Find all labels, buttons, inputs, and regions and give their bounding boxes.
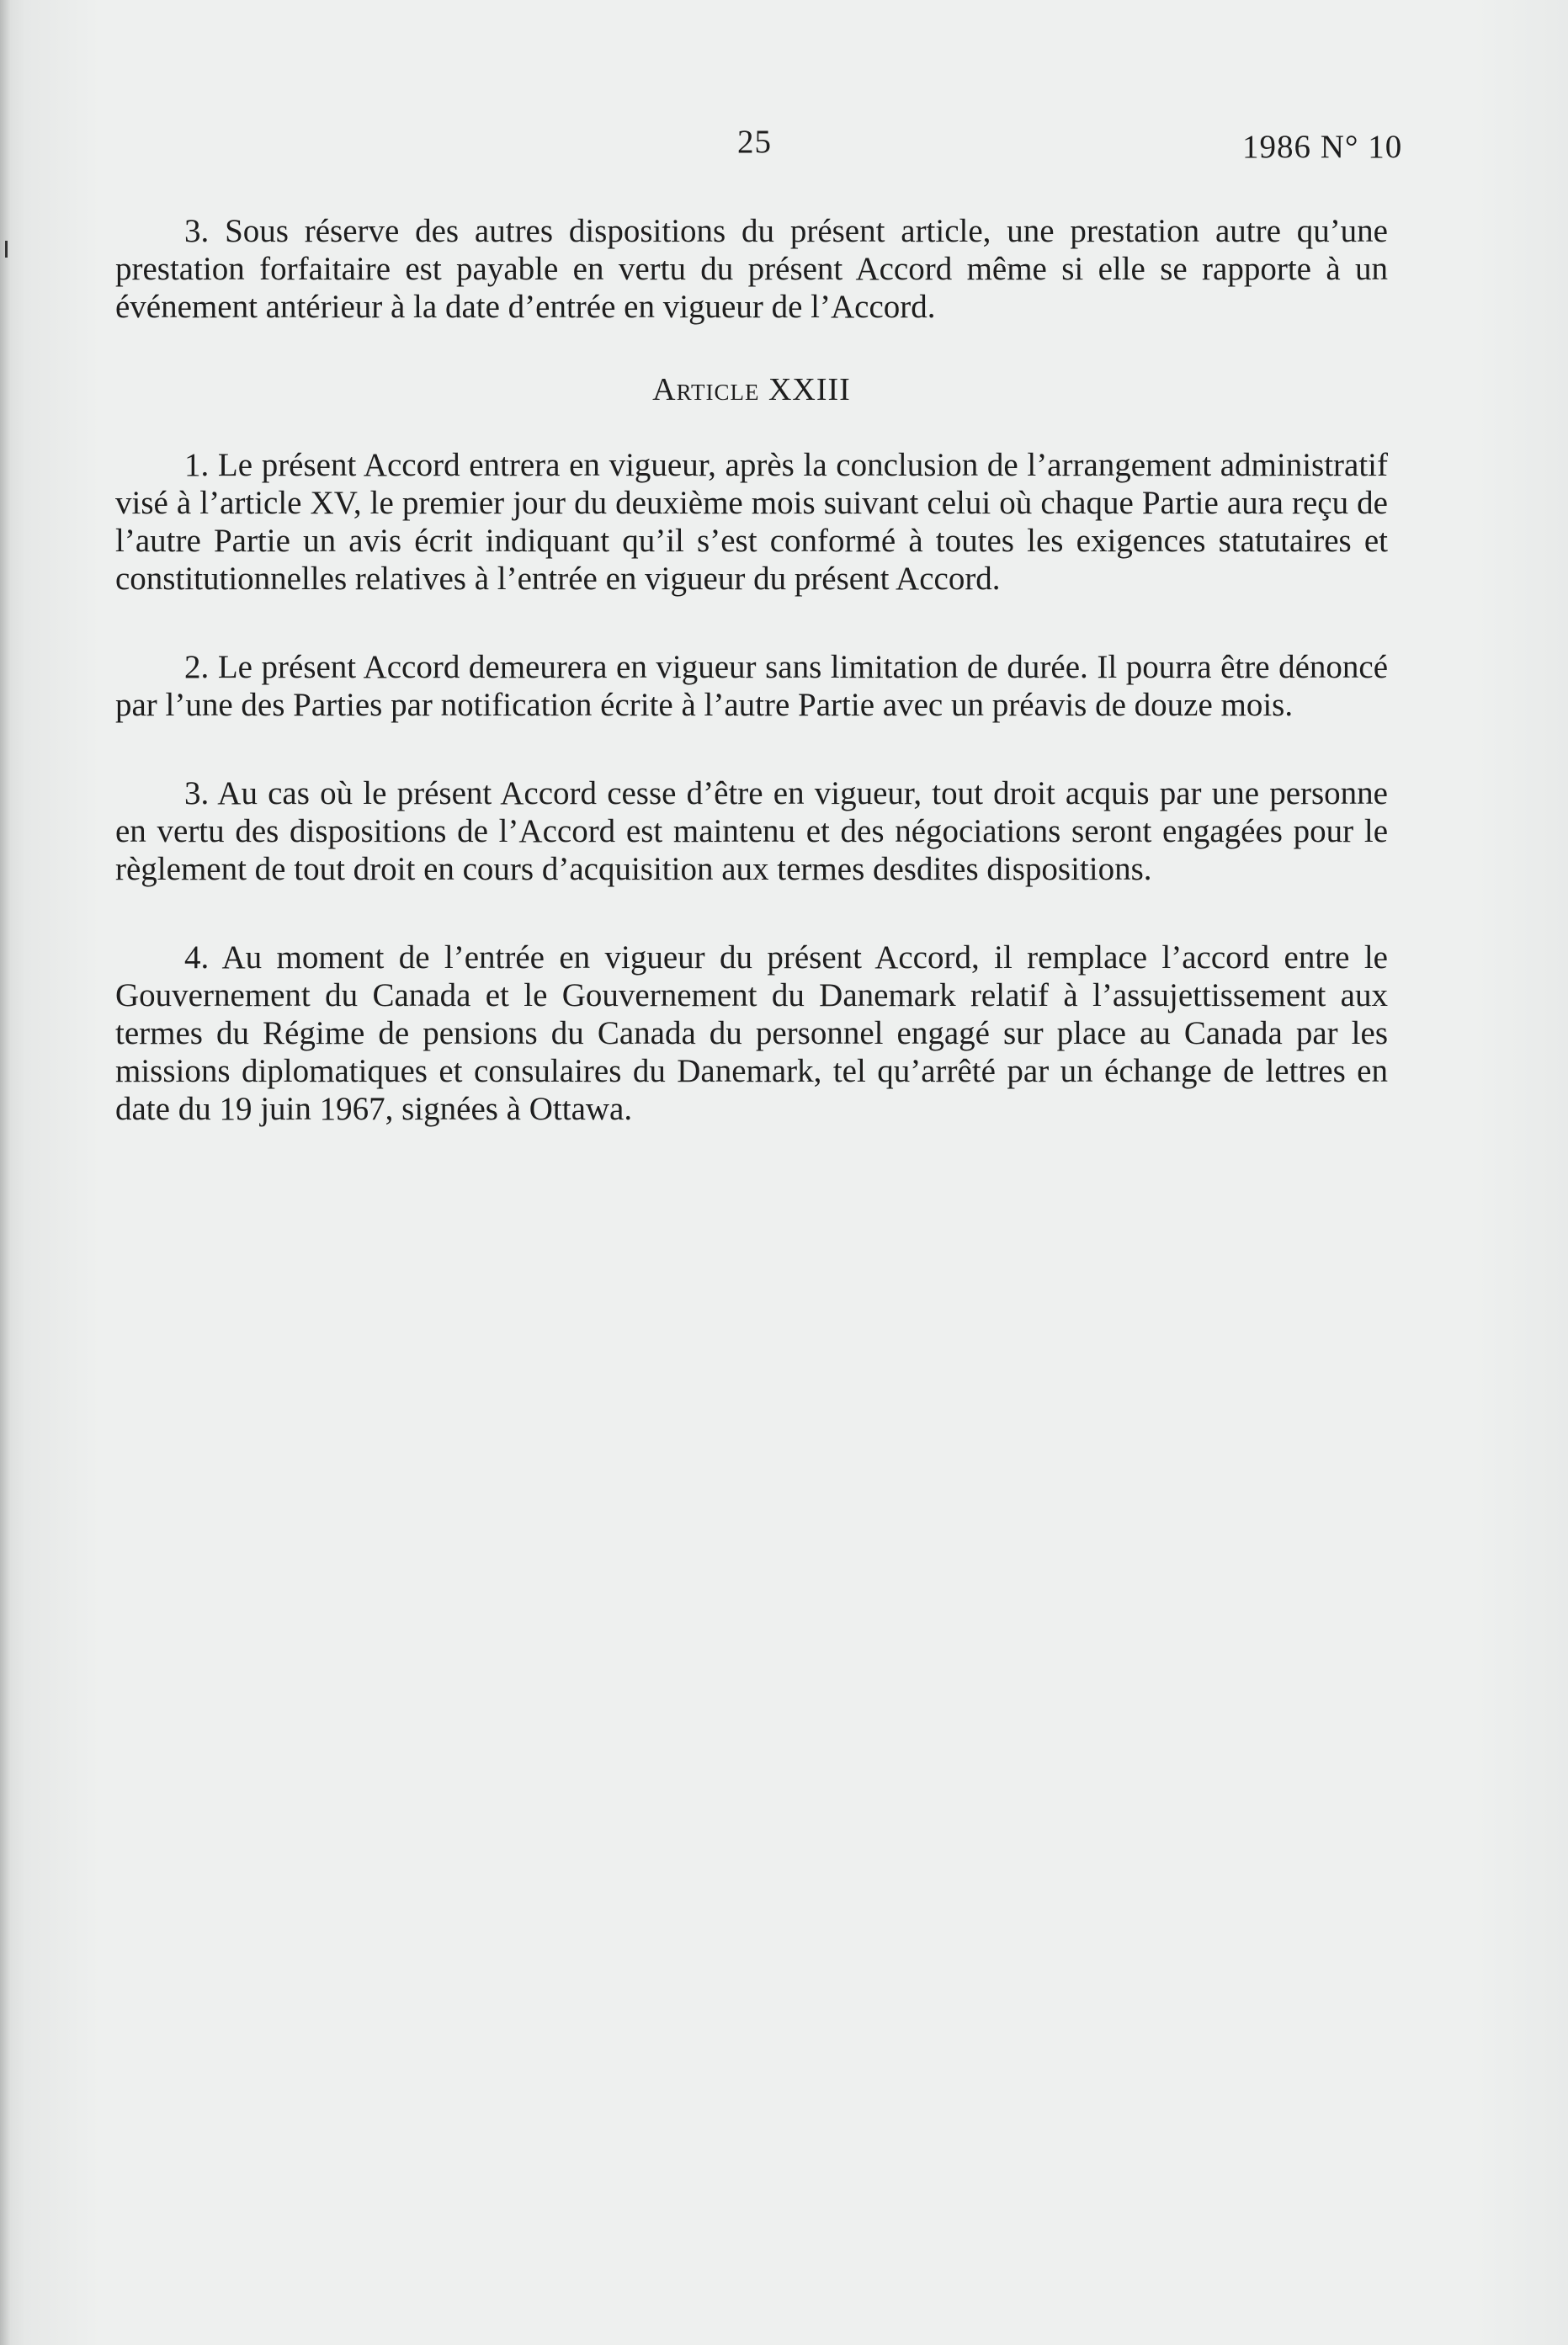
article-paragraph-4 xyxy=(115,939,1388,1128)
paragraph-3-previous-article xyxy=(115,212,1388,326)
paragraph-number: 3. xyxy=(184,213,210,249)
paragraph-text: Sous réserve des autres dispositions du présent article, une prestation autre qu’une prestation forfaitaire est payable en vertu du présent Accord même si elle se rapporte à un événement antérieur à la date d’entrée en vigueur de l’Accord. xyxy=(115,213,1388,325)
article-paragraph-3 xyxy=(115,774,1388,888)
paragraph-number: 4. xyxy=(184,939,210,976)
document-body xyxy=(115,212,1388,1128)
paragraph-number: 1. xyxy=(184,447,210,483)
article-heading: Article XXIII xyxy=(652,372,851,407)
paragraph-number: 2. xyxy=(184,649,210,685)
paragraph-text: Le présent Accord demeurera en vigueur sans limitation de durée. Il pourra être dénoncé par l’une des Parties par notification écrite à l’autre Partie avec un préavis de douze mois. xyxy=(115,649,1389,723)
paragraph-text: Au moment de l’entrée en vigueur du présent Accord, il remplace l’accord entre le Gouvernement du Canada et le Gouvernement du Danemark relatif à l’assujettissement aux termes du Régime de pensions du Canada du personnel engagé sur place au Canada par les missions diplomatiques et consulaires du Danemark, tel qu’arrêté par un échange de lettres en date du 19 juin 1967, signées à Ottawa. xyxy=(115,939,1388,1127)
binding-mark xyxy=(5,241,8,258)
paragraph-text: Le présent Accord entrera en vigueur, après la conclusion de l’arrangement administratif visé à l’article XV, le premier jour du deuxième mois suivant celui où chaque Partie aura reçu de l’autre Partie un avis écrit indiquant qu’il s’est conformé à toutes les exigences statutaires et constitutionnelles relatives à l’entrée en vigueur du présent Accord. xyxy=(115,447,1388,597)
page-number: 25 xyxy=(737,124,772,160)
paragraph-number: 3. xyxy=(184,775,210,811)
paragraph-text: Au cas où le présent Accord cesse d’être en vigueur, tout droit acquis par une personne en vertu des dispositions de l’Accord est maintenu et des négociations seront engagées pour le règlement de tout droit en cours d’acquisition aux termes desdites dispositions. xyxy=(115,775,1388,887)
statute-reference: 1986 N° 10 xyxy=(1242,129,1403,165)
article-paragraph-2 xyxy=(115,648,1388,724)
article-paragraph-1 xyxy=(115,446,1388,598)
page-binding-edge xyxy=(0,0,10,2345)
